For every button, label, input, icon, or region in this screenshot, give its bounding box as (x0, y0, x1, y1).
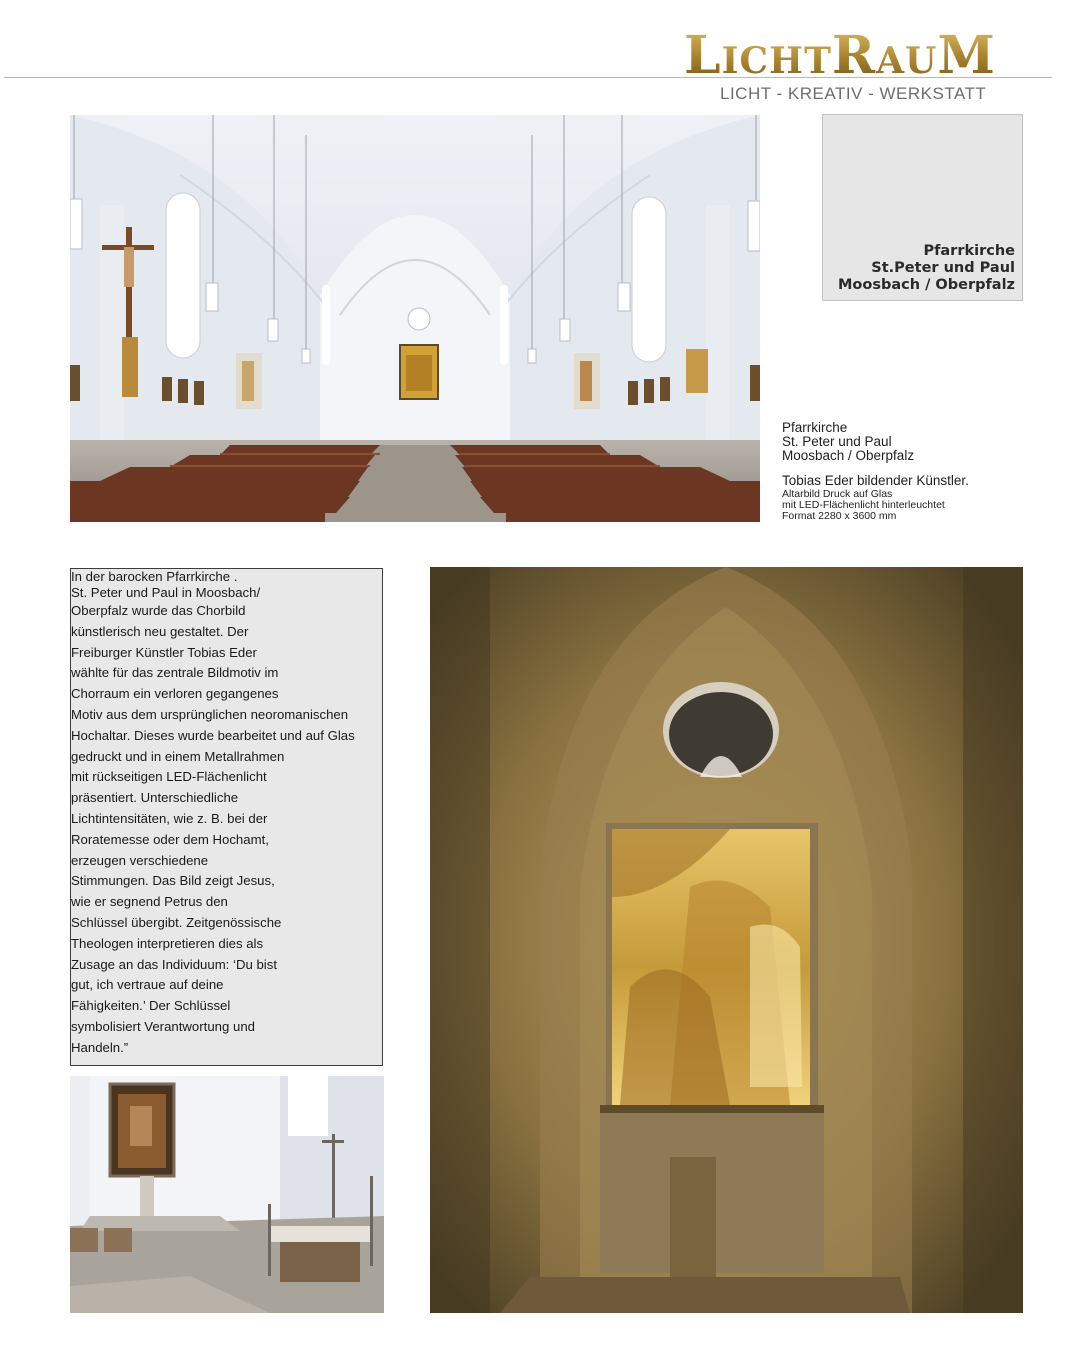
location-line: St. Peter und Paul (782, 434, 892, 449)
title-line: Pfarrkirche (923, 243, 1015, 259)
artwork-detail: Altarbild Druck auf Glas (782, 488, 893, 500)
description-line: Lichtintensitäten, wie z. B. bei der (71, 810, 268, 826)
church-title-box (822, 114, 1023, 301)
description-line: künstlerisch neu gestaltet. Der (71, 623, 249, 639)
description-line: wählte für das zentrale Bildmotiv im (71, 665, 279, 681)
description-box (70, 568, 383, 1066)
title-line: St.Peter und Paul (871, 260, 1015, 276)
description-line: Freiburger Künstler Tobias Eder (71, 644, 257, 660)
description-line: Hochaltar. Dieses wurde bearbeitet und auf Glas (71, 727, 355, 743)
description-line: wie er segnend Petrus den (71, 894, 228, 910)
description-line: mit rückseitigen LED-Flächenlicht (71, 769, 267, 785)
artwork-info (782, 421, 1042, 522)
artist-credit: Tobias Eder bildender Künstler. (782, 473, 969, 488)
description-line: Schlüssel übergibt. Zeitgenössische (71, 914, 282, 930)
description-line: Theologen interpretieren dies als (71, 935, 264, 951)
church-nave-photo (70, 115, 760, 522)
description-line: gut, ich vertraue auf deine (71, 977, 224, 993)
description-line: St. Peter und Paul in Moosbach/ (71, 585, 261, 600)
description-line: Chorraum ein verloren gegangenes (71, 686, 279, 702)
description-line: symbolisiert Verantwortung und (71, 1018, 255, 1034)
title-line: Moosbach / Oberpfalz (837, 277, 1015, 293)
description-line: erzeugen verschiedene (71, 852, 209, 868)
lichtraum-logo: LICHTRAUM (684, 25, 996, 86)
description-line: Handeln.” (71, 1039, 129, 1055)
location-line: Moosbach / Oberpfalz (782, 448, 915, 463)
description-line: In der barocken Pfarrkirche . (71, 569, 238, 584)
description-line: Zusage an das Individuum: ‘Du bist (71, 956, 277, 972)
description-line: präsentiert. Unterschiedliche (71, 790, 239, 806)
description-line: Stimmungen. Das Bild zeigt Jesus, (71, 873, 275, 889)
illuminated-altar-photo (430, 567, 1023, 1313)
location-line: Pfarrkirche (782, 420, 848, 435)
description-line: Oberpfalz wurde das Chorbild (71, 603, 246, 618)
description-line: Motiv aus dem ursprünglichen neoromanischen (71, 706, 349, 722)
artwork-detail: Format 2280 x 3600 mm (782, 510, 897, 522)
description-line: gedruckt und in einem Metallrahmen (71, 748, 285, 764)
artwork-detail: mit LED-Flächenlicht hinterleuchtet (782, 499, 945, 511)
description-line: Fähigkeiten.’ Der Schlüssel (71, 998, 231, 1014)
description-line: Roratemesse oder dem Hochamt, (71, 831, 269, 847)
sanctuary-photo (70, 1076, 384, 1313)
logo-tagline: LICHT - KREATIV - WERKSTATT (720, 84, 987, 103)
